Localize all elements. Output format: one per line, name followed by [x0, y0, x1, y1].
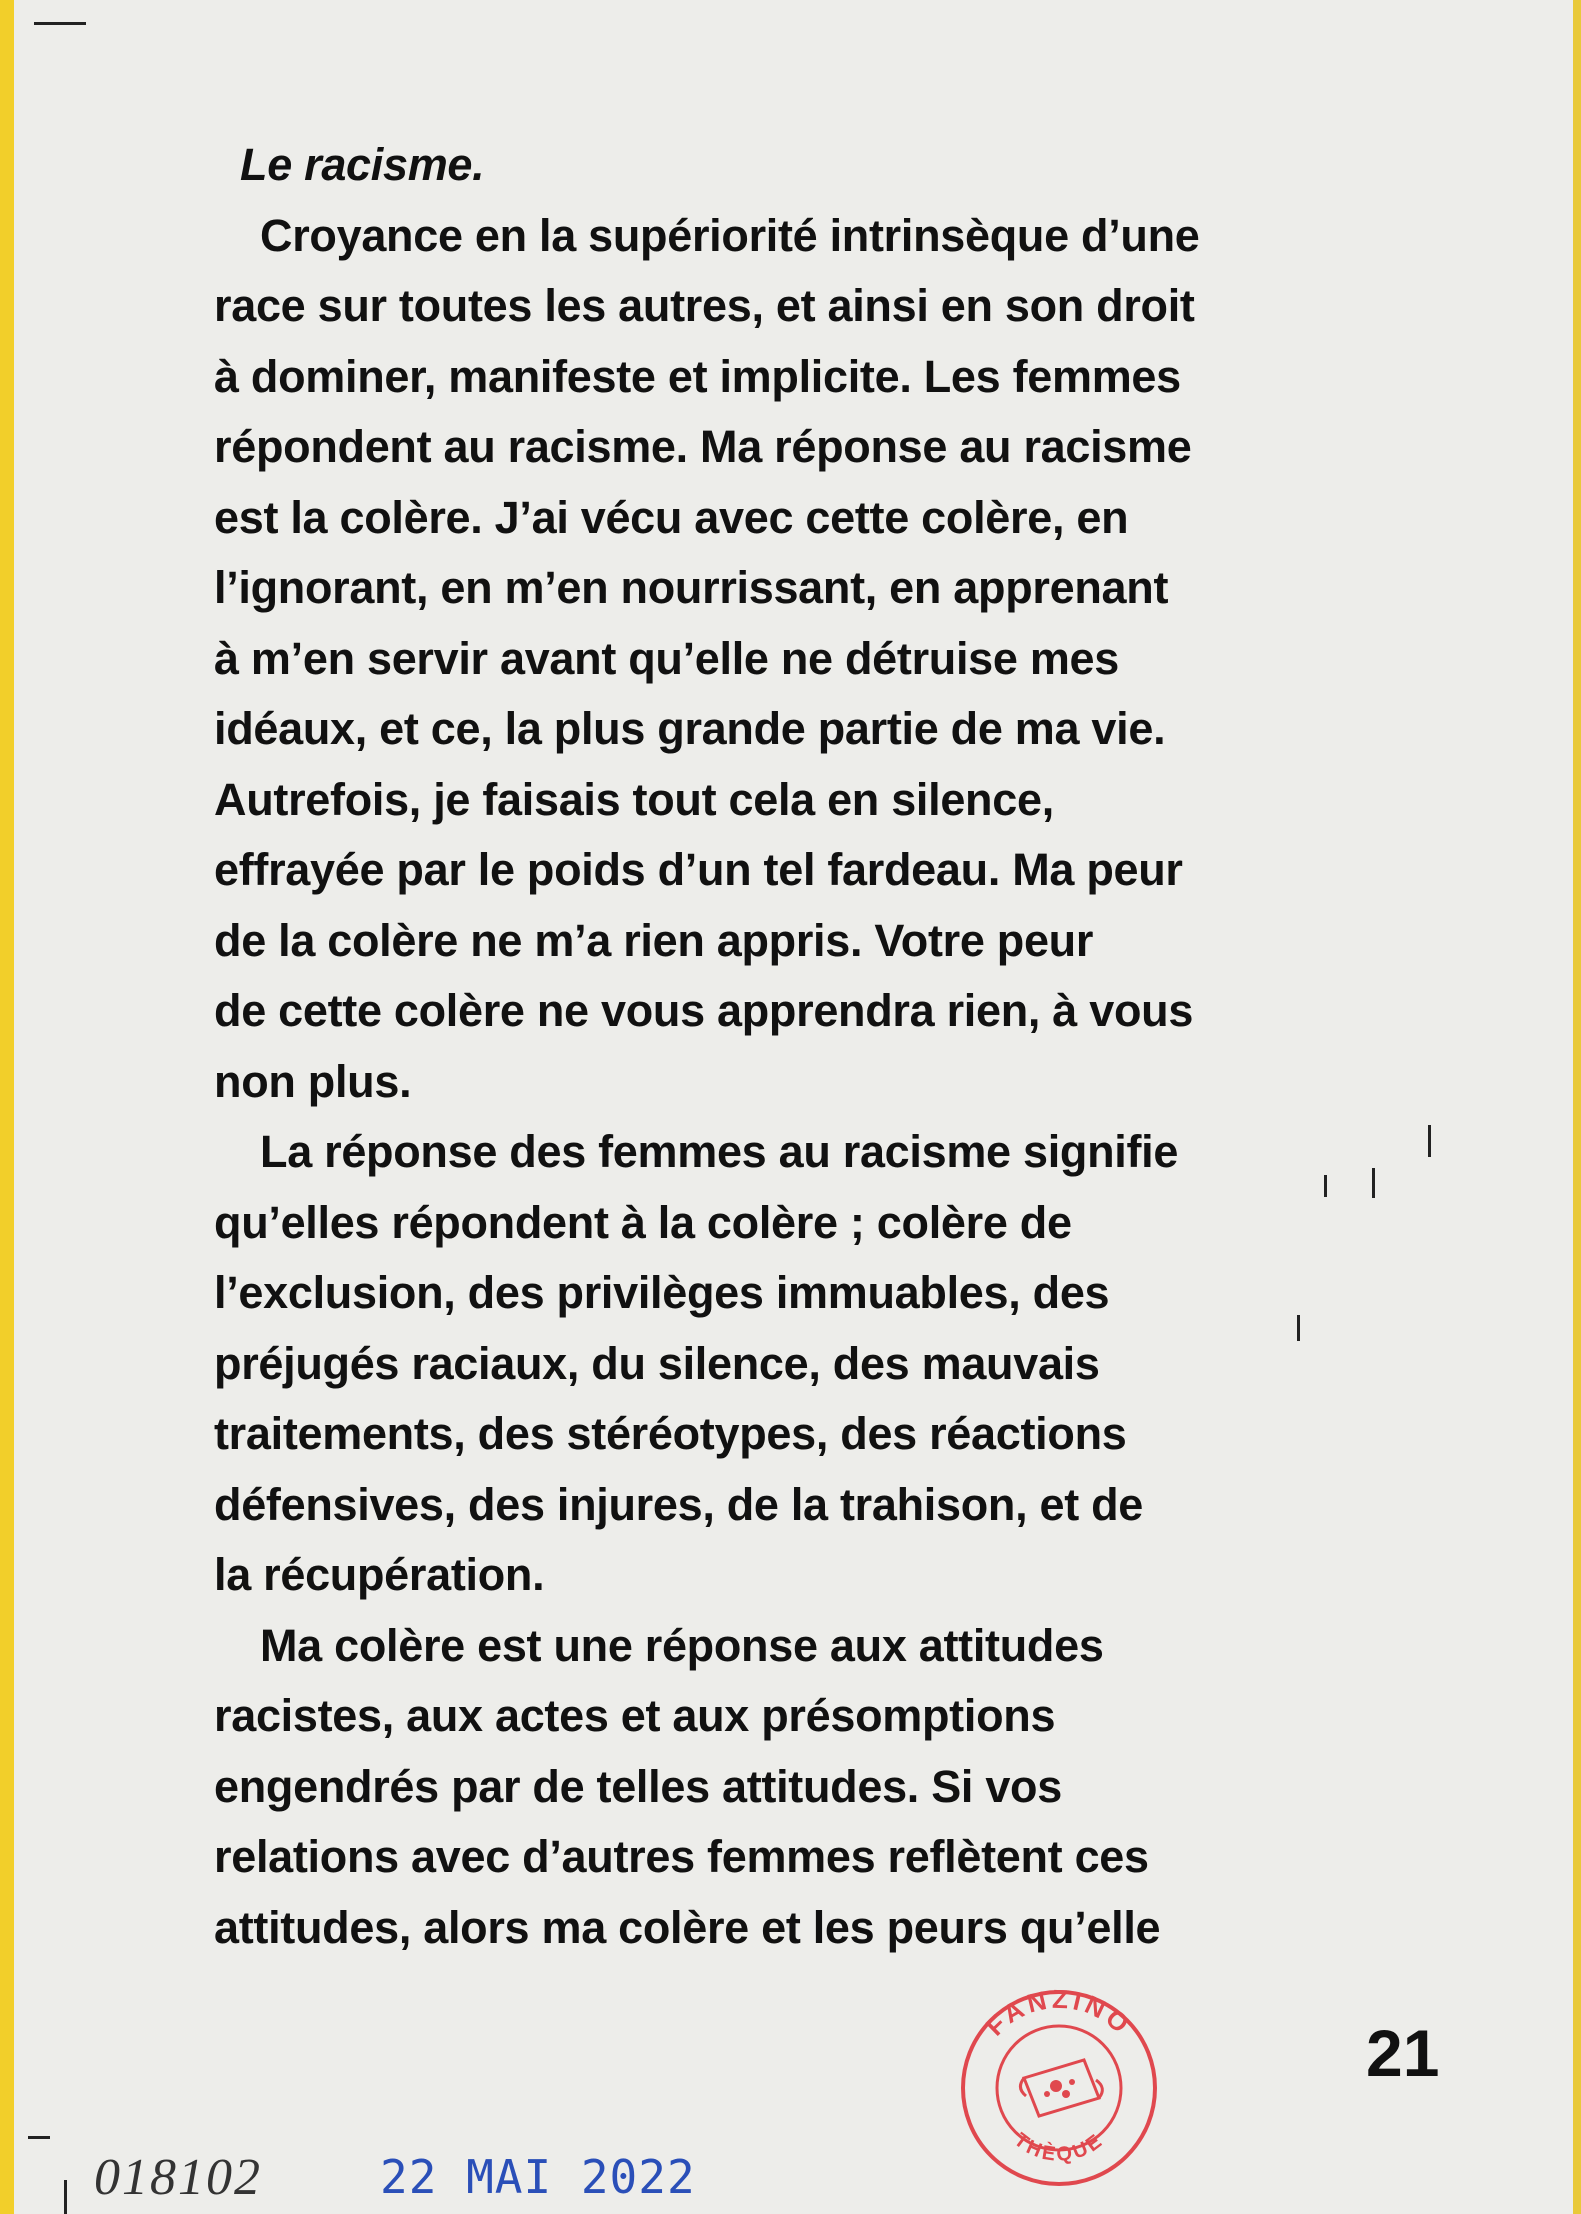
corner-mark — [34, 22, 86, 25]
text-line: idéaux, et ce, la plus grande partie de ma vie. — [214, 703, 1166, 754]
text-line: est la colère. J’ai vécu avec cette colère, en — [214, 491, 1129, 543]
text-line: répondent au racisme. Ma réponse au racisme — [214, 421, 1192, 472]
text-line: traitements, des stéréotypes, des réactions — [214, 1408, 1127, 1459]
margin-mark — [1428, 1125, 1431, 1157]
text-line: de cette colère ne vous apprendra rien, à vous — [214, 985, 1194, 1036]
text-line: à dominer, manifeste et implicite. Les femmes — [214, 350, 1181, 402]
text-line: Croyance en la supériorité intrinsèque d’une — [260, 209, 1200, 261]
margin-mark — [1372, 1168, 1375, 1198]
text-line: race sur toutes les autres, et ainsi en son droit — [214, 280, 1195, 331]
paragraph-1 — [214, 201, 1414, 1118]
page — [14, 0, 1573, 2214]
stamp-seal-icon — [944, 1988, 1174, 2188]
text-line: racistes, aux actes et aux présomptions — [214, 1690, 1056, 1741]
paper-edge-right — [1573, 0, 1581, 2214]
text-line: Autrefois, je faisais tout cela en silence, — [214, 773, 1054, 825]
text-line: La réponse des femmes au racisme signifie — [260, 1126, 1179, 1177]
text-line: effrayée par le poids d’un tel fardeau. Ma peur — [214, 844, 1183, 895]
margin-mark — [1297, 1315, 1300, 1341]
date-stamp: 22 MAI 2022 — [380, 2150, 696, 2204]
margin-mark — [64, 2180, 67, 2214]
text-line: relations avec d’autres femmes reflètent ces — [214, 1831, 1149, 1882]
text-line: à m’en servir avant qu’elle ne détruise mes — [214, 632, 1120, 684]
handwritten-reference: 018102 — [94, 2149, 262, 2206]
text-line: engendrés par de telles attitudes. Si vos — [214, 1760, 1062, 1812]
text-line: l’exclusion, des privilèges immuables, des — [214, 1267, 1110, 1318]
text-line: Ma colère est une réponse aux attitudes — [260, 1619, 1104, 1671]
text-line: de la colère ne m’a rien appris. Votre peur — [214, 914, 1094, 966]
text-line: la récupération. — [214, 1549, 545, 1600]
section-heading: Le racisme. — [240, 139, 485, 190]
svg-text:FANZINO — [980, 1988, 1138, 2042]
paragraph-3 — [214, 1611, 1414, 1964]
paper-edge — [0, 0, 14, 2214]
text-line: préjugés raciaux, du silence, des mauvais — [214, 1337, 1100, 1389]
margin-mark — [1324, 1175, 1327, 1197]
text-line: attitudes, alors ma colère et les peurs qu’elle — [214, 1901, 1161, 1953]
page-number: 21 — [1366, 2016, 1440, 2090]
fanzinotheque-stamp — [944, 1988, 1174, 2188]
svg-text:THÈQUE — [1010, 2129, 1108, 2166]
text-line: l’ignorant, en m’en nourrissant, en apprenant — [214, 562, 1169, 613]
body-text — [214, 130, 1414, 1963]
paragraph-2 — [214, 1117, 1414, 1611]
text-line: qu’elles répondent à la colère ; colère de — [214, 1196, 1072, 1248]
stamp-bottom-text: THÈQUE — [1009, 2128, 1109, 2167]
margin-mark — [28, 2136, 50, 2139]
text-line: défensives, des injures, de la trahison, et de — [214, 1478, 1144, 1530]
text-line: non plus. — [214, 1055, 412, 1107]
stamp-top-text: FANZINO — [979, 1988, 1138, 2042]
